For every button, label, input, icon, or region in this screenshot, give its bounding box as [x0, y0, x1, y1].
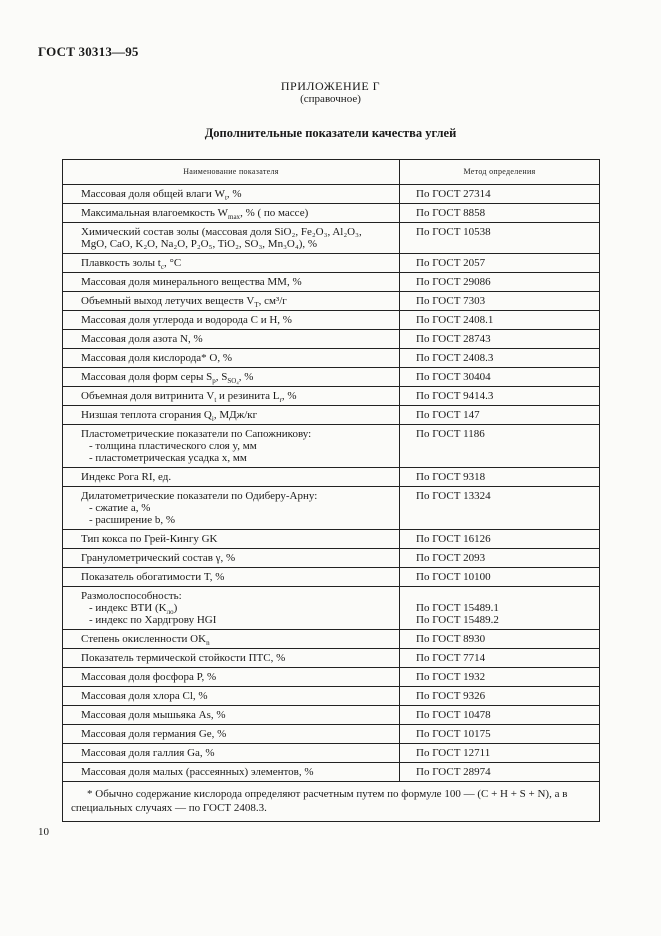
method-text: По ГОСТ 7714 [416, 652, 486, 664]
table-row [63, 725, 600, 744]
subscript: t [224, 194, 227, 203]
method-text: По ГОСТ 10478 [416, 709, 491, 721]
method-text: По ГОСТ 29086 [416, 276, 491, 288]
section-title: Дополнительные показатели качества углей [204, 126, 457, 140]
indicator-sub-text: - толщина пластического слоя y, мм [89, 440, 257, 452]
method-text: По ГОСТ 7303 [416, 295, 486, 307]
indicator-name [81, 533, 395, 545]
indicator-name-text: и резинита L [216, 390, 280, 402]
indicator-sub-text: - индекс ВТИ (K [89, 602, 167, 614]
table-row [63, 273, 600, 292]
indicator-name-text: Низшая теплота сгорания Q [81, 409, 212, 421]
indicator-name-text: Массовая доля германия Ge, % [81, 728, 227, 740]
method-text: По ГОСТ 27314 [416, 188, 491, 200]
indicator-sub-text: ) [173, 602, 178, 614]
method-text: По ГОСТ 10538 [416, 226, 491, 238]
indicator-name [81, 671, 395, 683]
indicator-name-text: Объемная доля витринита V [81, 390, 215, 402]
indicator-name-cell [63, 587, 400, 630]
method-cell [400, 568, 600, 587]
method-text: По ГОСТ 8930 [416, 633, 486, 645]
indicator-name-text: Индекс Рога RI, ед. [81, 471, 172, 483]
indicator-name-text: , % [281, 390, 297, 402]
indicator-name-text: Массовая доля мышьяка As, % [81, 709, 226, 721]
indicator-name-cell [63, 549, 400, 568]
method-spacer [416, 590, 593, 602]
table-row [63, 649, 600, 668]
method-text: По ГОСТ 15489.1 [416, 602, 499, 614]
indicator-name [81, 314, 395, 326]
indicator-name-cell [63, 487, 400, 530]
indicator-name-cell [63, 744, 400, 763]
method-cell [400, 549, 600, 568]
indicator-name-cell [63, 349, 400, 368]
method-cell [400, 387, 600, 406]
indicator-name-text: , см³/г [258, 295, 287, 307]
indicator-name-cell [63, 687, 400, 706]
method-cell [400, 292, 600, 311]
indicator-name-text: , % [226, 188, 242, 200]
indicator-name [81, 590, 395, 602]
indicator-name [81, 709, 395, 721]
method-cell [400, 587, 600, 630]
indicator-sub-item [81, 452, 395, 464]
method-cell [400, 349, 600, 368]
table-row [63, 706, 600, 725]
table-row [63, 687, 600, 706]
indicator-name [81, 333, 395, 345]
indicator-name-text: , % [238, 371, 254, 383]
indicator-name-cell [63, 630, 400, 649]
table-row [63, 223, 600, 254]
indicator-name-text: Объемный выход летучих веществ V [81, 295, 255, 307]
method-cell [400, 468, 600, 487]
subscript: ло [166, 608, 174, 617]
indicator-name-text: Гранулометрический состав γ, % [81, 552, 236, 564]
method-cell [400, 311, 600, 330]
subscript: max [228, 213, 241, 222]
table-header-row [63, 160, 600, 185]
method-cell [400, 487, 600, 530]
indicator-name-cell [63, 668, 400, 687]
table-body [63, 185, 600, 782]
table-row [63, 254, 600, 273]
method-cell [400, 204, 600, 223]
indicator-name-text: Массовая доля фосфора P, % [81, 671, 217, 683]
indicator-name-text: Пластометрические показатели по Сапожникову: [81, 428, 312, 440]
method-text: По ГОСТ 10175 [416, 728, 491, 740]
footnote-line: специальных случаях — по ГОСТ 2408.3. [71, 802, 267, 814]
method-cell [400, 687, 600, 706]
indicator-name [81, 352, 395, 364]
footnote [63, 782, 600, 822]
indicator-name: MgO, CaO, K₂O, Na₂O, P₂O₅, TiO₂, SO₃, Mn₃O₄), % [81, 238, 318, 250]
indicator-sub-item [81, 440, 395, 452]
table-row [63, 530, 600, 549]
table-row [63, 368, 600, 387]
indicator-name [81, 276, 395, 288]
method-text: По ГОСТ 1932 [416, 671, 486, 683]
indicator-name-text: Максимальная влагоемкость W [81, 207, 228, 219]
indicator-name-text: , S [215, 371, 228, 383]
method-text: По ГОСТ 1186 [416, 428, 485, 440]
table-row [63, 668, 600, 687]
indicator-name-text: Массовая доля кислорода* O, % [81, 352, 233, 364]
indicator-name-cell [63, 706, 400, 725]
indicator-name [81, 747, 395, 759]
method-cell [400, 530, 600, 549]
indicators-table [62, 159, 600, 822]
indicator-name-cell [63, 330, 400, 349]
subscript: SO₄ [227, 377, 239, 386]
indicator-name-cell [63, 292, 400, 311]
subscript: n [206, 639, 210, 648]
indicator-name [81, 728, 395, 740]
method-text: По ГОСТ 28743 [416, 333, 491, 345]
indicator-name [81, 571, 395, 583]
method-cell [400, 706, 600, 725]
table-row [63, 204, 600, 223]
table-row [63, 185, 600, 204]
indicator-name-cell [63, 254, 400, 273]
indicator-name [81, 207, 395, 222]
indicator-sub-item [81, 514, 395, 526]
method-cell [400, 649, 600, 668]
indicator-name-cell [63, 185, 400, 204]
indicator-name-cell [63, 468, 400, 487]
indicator-name [81, 390, 395, 405]
method-text: По ГОСТ 9414.3 [416, 390, 494, 402]
indicator-name-cell [63, 223, 400, 254]
method-text: По ГОСТ 12711 [416, 747, 491, 759]
indicator-name [81, 471, 395, 483]
indicator-name-text: Массовая доля азота N, % [81, 333, 203, 345]
indicator-name-text: Тип кокса по Грей-Кингу GK [81, 533, 218, 545]
appendix-subtitle: (справочное) [300, 93, 361, 105]
method-text: По ГОСТ 2408.3 [416, 352, 494, 364]
appendix-heading [0, 80, 661, 106]
indicator-name-text: Размолоспособность: [81, 590, 182, 602]
indicator-name [81, 409, 395, 424]
indicator-name-text: Степень окисленности OK [81, 633, 207, 645]
method-text: По ГОСТ 9326 [416, 690, 486, 702]
document-code: ГОСТ 30313—95 [38, 44, 139, 59]
indicator-name-cell [63, 530, 400, 549]
column-header-method: Метод определения [400, 160, 600, 185]
indicator-name [81, 257, 395, 272]
method-text: По ГОСТ 147 [416, 409, 480, 421]
method-cell [400, 254, 600, 273]
subscript: T [254, 301, 259, 310]
method-text: По ГОСТ 30404 [416, 371, 491, 383]
indicator-name [81, 188, 395, 203]
method-text: По ГОСТ 28974 [416, 766, 491, 778]
indicator-name [81, 690, 395, 702]
indicator-name-cell [63, 649, 400, 668]
indicator-name-cell [63, 763, 400, 782]
indicator-name-text: Плавкость золы t [81, 257, 161, 269]
indicator-name-cell [63, 311, 400, 330]
indicator-name [81, 633, 395, 648]
indicator-sub-item [81, 614, 395, 626]
indicator-sub-item [81, 502, 395, 514]
method-text: По ГОСТ 13324 [416, 490, 491, 502]
indicator-name-text: , °C [163, 257, 182, 269]
indicator-name [81, 490, 395, 502]
table-row [63, 487, 600, 530]
indicator-name-cell [63, 425, 400, 468]
indicator-name-text: Массовая доля минерального вещества ММ, % [81, 276, 302, 288]
method-cell [400, 630, 600, 649]
table-row [63, 387, 600, 406]
indicator-sub-text: - пластометрическая усадка x, мм [89, 452, 247, 464]
table-row [63, 630, 600, 649]
indicator-name [81, 766, 395, 778]
indicator-name-text: Массовая доля общей влаги W [81, 188, 225, 200]
indicator-name [81, 428, 395, 440]
indicator-name [81, 371, 395, 386]
method-cell [400, 185, 600, 204]
subscript: c [160, 263, 164, 272]
indicator-name-text: Дилатометрические показатели по Одиберу-Арну: [81, 490, 318, 502]
indicator-sub-text: - сжатие a, % [89, 502, 151, 514]
method-cell [400, 425, 600, 468]
method-cell [400, 273, 600, 292]
method-text: По ГОСТ 15489.2 [416, 614, 499, 626]
column-header-name: Наименование показателя [63, 160, 400, 185]
subscript: t [214, 396, 217, 405]
method-cell [400, 763, 600, 782]
table-row [63, 292, 600, 311]
method-cell [400, 725, 600, 744]
indicator-name-text: Массовая доля малых (рассеянных) элементов, % [81, 766, 314, 778]
method-cell [400, 668, 600, 687]
indicator-name-cell [63, 273, 400, 292]
method-text: По ГОСТ 16126 [416, 533, 491, 545]
method-cell [400, 406, 600, 425]
table-row [63, 406, 600, 425]
indicator-name [81, 652, 395, 664]
table-row [63, 349, 600, 368]
method-text: По ГОСТ 10100 [416, 571, 491, 583]
indicator-name [81, 552, 395, 564]
appendix-title: ПРИЛОЖЕНИЕ Г [280, 79, 381, 93]
subscript: p [212, 377, 216, 386]
method-text: По ГОСТ 2408.1 [416, 314, 494, 326]
method-cell [400, 330, 600, 349]
table-row [63, 549, 600, 568]
indicator-name-cell [63, 568, 400, 587]
indicator-name-cell [63, 368, 400, 387]
table-row [63, 330, 600, 349]
method-text: По ГОСТ 2057 [416, 257, 486, 269]
table-row [63, 744, 600, 763]
indicator-name: Химический состав золы (массовая доля SiO₂, Fe₂O₃, Al₂O₃, [81, 226, 362, 238]
method-text: По ГОСТ 9318 [416, 471, 486, 483]
indicator-name-cell [63, 406, 400, 425]
indicator-name-text: , МДж/кг [213, 409, 258, 421]
indicator-sub-item [81, 602, 395, 617]
indicator-name-cell [63, 204, 400, 223]
table-row [63, 587, 600, 630]
page-number: 10 [38, 826, 49, 838]
indicator-name-text: , % ( по массе) [240, 207, 309, 219]
table-row [63, 311, 600, 330]
indicator-name [81, 295, 395, 310]
indicator-name-text: Массовая доля галлия Ga, % [81, 747, 215, 759]
method-text: По ГОСТ 8858 [416, 207, 486, 219]
method-cell [400, 744, 600, 763]
indicator-name-text: Показатель обогатимости T, % [81, 571, 225, 583]
indicator-name-text: Показатель термической стойкости ПТС, % [81, 652, 286, 664]
table-row [63, 763, 600, 782]
method-cell [400, 223, 600, 254]
method-cell [400, 368, 600, 387]
footnote-row [63, 782, 600, 822]
table-row [63, 425, 600, 468]
table-row [63, 568, 600, 587]
indicator-name-cell [63, 387, 400, 406]
indicator-name-text: Массовая доля форм серы S [81, 371, 213, 383]
indicator-name-cell [63, 725, 400, 744]
indicator-sub-text: - расширение b, % [89, 514, 175, 526]
subscript: r [279, 396, 282, 405]
method-text: По ГОСТ 2093 [416, 552, 486, 564]
indicator-sub-text: - индекс по Хардгрову HGI [89, 614, 217, 626]
footnote-line: * Обычно содержание кислорода определяют расчетным путем по формуле 100 — (C + H + S + N), а в [87, 788, 568, 800]
subscript: i [211, 415, 214, 424]
indicator-name-text: Массовая доля хлора Cl, % [81, 690, 208, 702]
indicator-name-text: Массовая доля углерода и водорода C и H, % [81, 314, 292, 326]
table-row [63, 468, 600, 487]
